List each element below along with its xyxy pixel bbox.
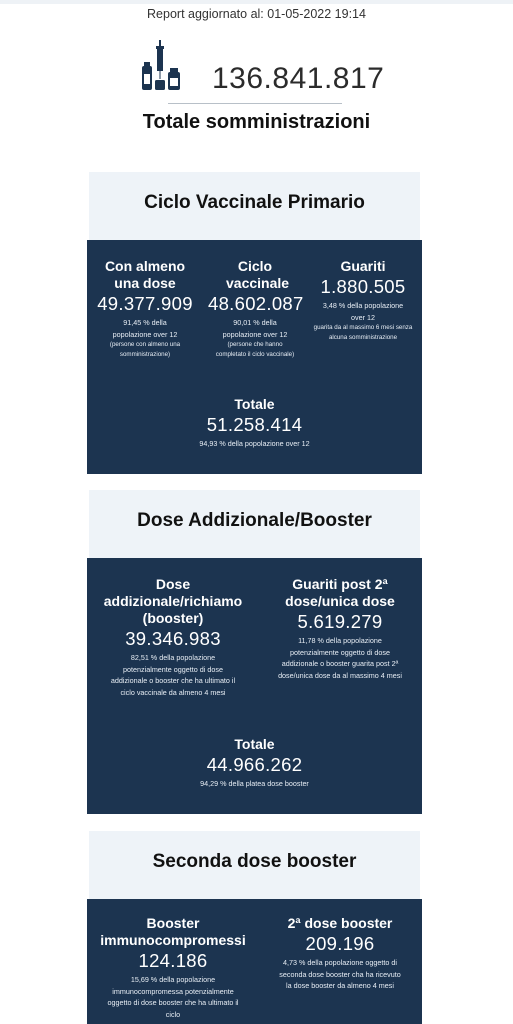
stat-label: Totale xyxy=(234,396,275,412)
stat-label: Dose addizionale/richiamo (booster) xyxy=(103,576,243,626)
booster-total-stat xyxy=(87,736,422,790)
stat-note: 94,93 % della popolazione over 12 xyxy=(199,439,310,448)
booster-panel xyxy=(87,558,422,814)
stat-label: Booster immunocompromessi xyxy=(100,915,246,948)
booster-header xyxy=(89,490,420,558)
primary-total-stat xyxy=(87,396,422,450)
stat-value: 48.602.087 xyxy=(208,293,304,314)
stat-value: 5.619.279 xyxy=(297,611,383,632)
stat-note: 91,45 % della popolazione over 12 xyxy=(112,318,178,339)
report-updated-label: Report aggiornato al: 01-05-2022 19:14 xyxy=(147,7,366,21)
stat-value: 39.346.983 xyxy=(125,628,221,649)
recovered-post-dose-stat xyxy=(263,576,417,681)
stat-note: 15,69 % della popolazione immunocompromessa potenzialmente oggetto di dose booster che ha ultimato il ciclo xyxy=(107,975,239,1019)
stat-note: 11,78 % della popolazione potenzialmente oggetto di dose addizionale o booster guarita post 2ª dose/unica dose da al massimo 4 mesi xyxy=(278,636,402,680)
primary-cycle-panel xyxy=(87,240,422,474)
stat-label: Con almeno una dose xyxy=(104,258,186,291)
stat-label: 2ª dose booster xyxy=(287,915,393,931)
stat-value: 1.880.505 xyxy=(320,276,406,297)
second-dose-booster-stat xyxy=(263,915,417,992)
stat-value: 51.258.414 xyxy=(206,414,303,435)
top-bar xyxy=(0,0,513,4)
second-booster-title: Seconda dose booster xyxy=(152,851,357,872)
stat-label: Totale xyxy=(234,736,275,752)
total-administrations-value: 136.841.817 xyxy=(212,62,385,95)
recovered-stat xyxy=(311,258,415,342)
primary-cycle-header xyxy=(89,172,420,240)
stat-label: Guariti post 2ª dose/unica dose xyxy=(285,576,395,609)
primary-cycle-title: Ciclo Vaccinale Primario xyxy=(144,192,365,213)
divider xyxy=(168,103,342,104)
stat-note: 94,29 % della platea dose booster xyxy=(200,779,309,788)
additional-dose-stat xyxy=(95,576,251,698)
stat-note: 82,51 % della popolazione potenzialmente oggetto di dose addizionale o booster che ha ultimato il ciclo vaccinale da almeno 4 mesi xyxy=(110,653,236,697)
at-least-one-dose-stat xyxy=(97,258,193,359)
full-cycle-stat xyxy=(208,258,302,359)
stat-note: 90,01 % della popolazione over 12 xyxy=(222,318,288,339)
stat-value: 44.966.262 xyxy=(206,754,303,775)
stat-extra: guarita da al massimo 6 mesi senza alcuna somministrazione xyxy=(313,324,413,341)
second-booster-panel xyxy=(87,899,422,1024)
stat-label: Ciclo vaccinale xyxy=(226,258,290,291)
stat-extra: (persone che hanno completato il ciclo vaccinale) xyxy=(215,341,295,358)
stat-extra: (persone con almeno una somministrazione) xyxy=(109,341,181,358)
stat-note: 4,73 % della popolazione oggetto di seconda dose booster cha ha ricevuto la dose booster da almeno 4 mesi xyxy=(279,958,401,990)
stat-value: 209.196 xyxy=(305,933,375,954)
stat-label: Guariti xyxy=(340,258,386,274)
stat-value: 49.377.909 xyxy=(97,293,193,314)
second-booster-header xyxy=(89,831,420,899)
immunocompromised-booster-stat xyxy=(95,915,251,1020)
vaccine-vials-icon xyxy=(139,40,183,92)
stat-note: 3,48 % della popolazione over 12 xyxy=(322,301,404,322)
booster-title: Dose Addizionale/Booster xyxy=(137,510,372,531)
total-administrations-title: Totale somministrazioni xyxy=(142,111,371,133)
stat-value: 124.186 xyxy=(138,950,208,971)
